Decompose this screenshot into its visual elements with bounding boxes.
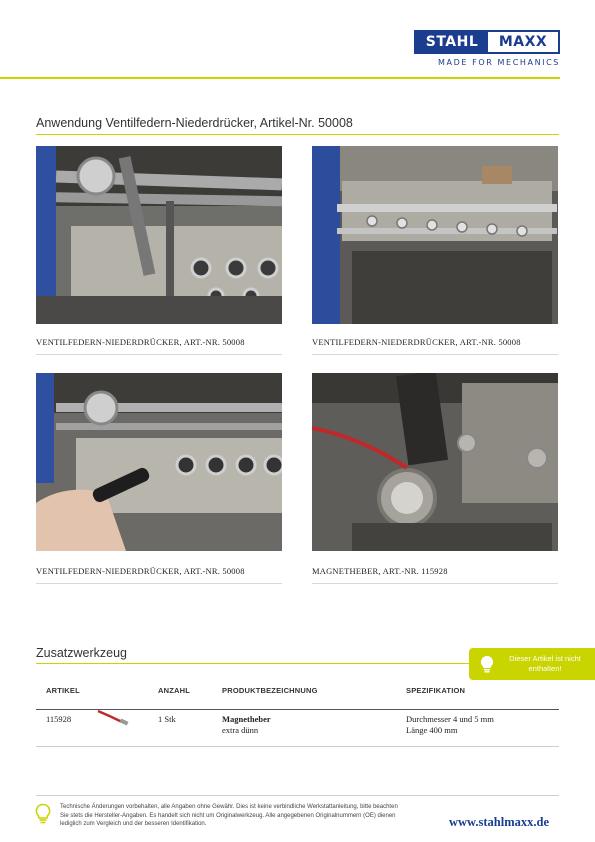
brand-tagline: MADE FOR MECHANICS xyxy=(438,58,560,67)
not-included-text: Dieser Artikel ist nicht enthalten! xyxy=(509,654,581,673)
cell-spec-diameter: Durchmesser 4 und 5 mm xyxy=(406,714,494,724)
caption-rule-4 xyxy=(312,583,558,584)
accessories-title: Zusatzwerkzeug xyxy=(36,646,128,660)
column-header-anzahl: ANZAHL xyxy=(158,686,191,695)
photo-caption-3: VENTILFEDERN-NIEDERDRÜCKER, ART.-NR. 50008 xyxy=(36,566,245,576)
caption-rule-2 xyxy=(312,354,558,355)
column-header-artikel: ARTIKEL xyxy=(46,686,80,695)
logo-box xyxy=(414,30,560,54)
header-divider xyxy=(0,77,560,79)
not-included-note xyxy=(469,648,595,680)
column-header-produktbezeichnung: PRODUKTBEZEICHNUNG xyxy=(222,686,318,695)
caption-rule-3 xyxy=(36,583,282,584)
footer-divider xyxy=(36,795,559,796)
photo-caption-2: VENTILFEDERN-NIEDERDRÜCKER, ART.-NR. 50008 xyxy=(312,337,521,347)
table-row-rule xyxy=(36,746,559,747)
cell-spec-length: Länge 400 mm xyxy=(406,725,458,735)
website-link[interactable]: www.stahlmaxx.de xyxy=(449,815,550,829)
lightbulb-outline-icon xyxy=(35,803,51,830)
cell-product-subtitle: extra dünn xyxy=(222,725,259,735)
column-header-spezifikation: SPEZIFIKATION xyxy=(406,686,466,695)
cell-artikel: 115928 xyxy=(46,714,72,724)
photo-caption-1: VENTILFEDERN-NIEDERDRÜCKER, ART.-NR. 50008 xyxy=(36,337,245,347)
logo-text-left: STAHL xyxy=(416,32,488,52)
application-title: Anwendung Ventilfedern-Niederdrücker, Artikel-Nr. 50008 xyxy=(36,116,353,130)
photo-valve-spring-compressor-1 xyxy=(36,146,282,324)
accessories-title-rule xyxy=(36,663,469,664)
magnetic-pickup-thumbnail xyxy=(96,708,130,733)
photo-valve-spring-compressor-2 xyxy=(312,146,558,324)
cell-anzahl: 1 Stk xyxy=(158,714,176,724)
cell-product-name: Magnetheber xyxy=(222,714,271,724)
lightbulb-icon xyxy=(475,655,499,673)
logo-text-right: MAXX xyxy=(488,32,558,52)
application-title-rule xyxy=(36,134,559,135)
photo-caption-4: MAGNETHEBER, ART.-NR. 115928 xyxy=(312,566,448,576)
brand-logo xyxy=(414,30,560,67)
photo-valve-spring-compressor-3 xyxy=(36,373,282,551)
caption-rule-1 xyxy=(36,354,282,355)
footer-disclaimer: Technische Änderungen vorbehalten, alle Angaben ohne Gewähr. Dies ist keine verbindliche Werkstattanleitung, bitte beachten Sie stets die Hersteller-Angaben. Es handelt sich nicht um Originalwerkzeug. Alle angegebenen Originalnummern (OE) dienen lediglich zum Vergleich und der besseren Identifikation. xyxy=(60,804,398,827)
photo-magnetic-pickup xyxy=(312,373,558,551)
